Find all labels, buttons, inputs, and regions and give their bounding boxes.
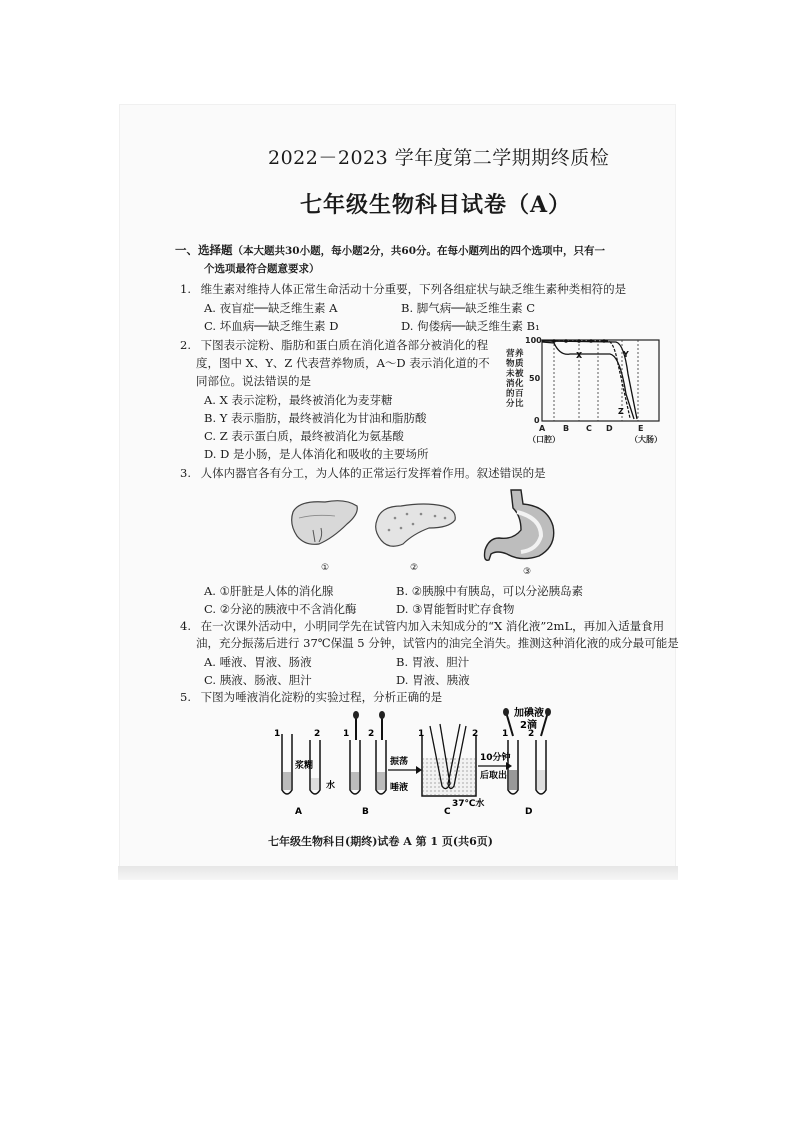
question-3-stem bbox=[180, 466, 546, 480]
page-footer: 七年级生物科目(期终)试卷 A 第 1 页(共6页) bbox=[268, 835, 493, 848]
q1-option-d: D. 佝偻病──缺乏维生素 B₁ bbox=[401, 319, 540, 333]
tube-number: 1 bbox=[502, 729, 509, 739]
label-shake: 振荡 bbox=[390, 757, 409, 767]
exam-subject-title: 七年级生物科目试卷（A） bbox=[300, 192, 572, 218]
x-tick-d: D bbox=[606, 424, 613, 433]
curve-label-x: X bbox=[576, 351, 583, 360]
question-text: 下图为唾液消化淀粉的实验过程，分析正确的是 bbox=[200, 690, 443, 704]
x-tick-a: A bbox=[539, 424, 546, 433]
x-sub-mouth: （口腔） bbox=[528, 435, 560, 444]
question-4-stem-1 bbox=[180, 619, 664, 633]
question-2-stem-3: 同部位。说法错误的是 bbox=[196, 374, 311, 388]
y-label-char: 化 bbox=[515, 379, 524, 389]
q1-option-a: A. 夜盲症──缺乏维生素 A bbox=[204, 301, 338, 315]
q4-option-b: B. 胃液、胆汁 bbox=[396, 655, 470, 669]
x-tick-e: E bbox=[638, 424, 644, 433]
y-label-char: 比 bbox=[515, 399, 524, 409]
exam-year-title: 2022－2023 学年度第二学期期终质检 bbox=[268, 147, 610, 169]
arrow-shake bbox=[388, 755, 422, 793]
organ-label-3: ③ bbox=[523, 567, 532, 576]
question-number: 4. bbox=[180, 619, 191, 633]
y-label-char: 的 bbox=[506, 389, 515, 399]
section-heading-line1 bbox=[175, 243, 605, 258]
y-label-char: 营 bbox=[506, 349, 515, 359]
label-temp: 37℃水 bbox=[452, 799, 485, 809]
question-2-stem-2: 度，图中 X、Y、Z 代表营养物质，A～D 表示消化道的不 bbox=[196, 356, 490, 370]
label-iodine-drops: 2滴 bbox=[520, 720, 537, 731]
question-4-stem-2: 油，充分振荡后进行 37℃保温 5 分钟，试管内的油完全消失。推测这种消化液的成分最可能是 bbox=[196, 636, 679, 650]
label-iodine: 加碘液 bbox=[514, 708, 544, 719]
stage-c bbox=[418, 724, 484, 817]
q3-option-b: B. ②胰腺中有胰岛，可以分泌胰岛素 bbox=[396, 584, 584, 598]
question-number: 3. bbox=[180, 466, 191, 480]
q2-option-b: B. Y 表示脂肪，最终被消化为甘油和脂肪酸 bbox=[204, 411, 427, 425]
y-label-char: 质 bbox=[515, 359, 524, 369]
q2-option-d: D. D 是小肠，是人体消化和吸收的主要场所 bbox=[204, 447, 429, 461]
organ-label-1: ① bbox=[321, 563, 330, 573]
q1-option-c: C. 坏血病──缺乏维生素 D bbox=[204, 319, 339, 333]
question-5-stem bbox=[180, 690, 442, 704]
q2-option-a: A. X 表示淀粉，最终被消化为麦芽糖 bbox=[204, 393, 393, 407]
q3-option-c: C. ②分泌的胰液中不含消化酶 bbox=[204, 602, 357, 616]
liver-figure bbox=[292, 501, 358, 545]
label-time: 10分钟 bbox=[480, 753, 511, 763]
sheet-shadow bbox=[118, 866, 678, 880]
y-label-char: 消 bbox=[506, 379, 515, 389]
tube-number: 1 bbox=[343, 729, 350, 739]
section-instructions-2: 个选项最符合题意要求） bbox=[204, 263, 320, 275]
y-tick-100: 100 bbox=[525, 336, 542, 345]
y-tick-50: 50 bbox=[529, 374, 541, 383]
graph-y-label bbox=[505, 348, 524, 409]
curve-label-y: Y bbox=[623, 350, 629, 359]
step-label-d: D bbox=[525, 807, 533, 817]
y-label-char: 物 bbox=[506, 359, 515, 369]
stage-a bbox=[274, 729, 335, 817]
question-number: 5. bbox=[180, 690, 191, 704]
tube-number: 1 bbox=[274, 729, 281, 739]
pancreas-figure bbox=[376, 504, 456, 546]
label-water: 水 bbox=[326, 781, 336, 791]
tube-number: 2 bbox=[528, 729, 535, 739]
y-label-char: 被 bbox=[515, 369, 524, 379]
question-text: 维生素对维持人体正常生命活动十分重要，下列各组症状与缺乏维生素种类相符的是 bbox=[200, 282, 627, 296]
organ-label-2: ② bbox=[410, 563, 419, 573]
section-heading: 一、选择题 bbox=[175, 243, 233, 257]
tube-number: 1 bbox=[418, 729, 425, 739]
question-2-stem-1 bbox=[180, 338, 488, 352]
organ-figures bbox=[285, 484, 585, 576]
y-label-char: 分 bbox=[506, 399, 515, 409]
arrow-takeout bbox=[478, 751, 512, 781]
stage-b bbox=[343, 711, 386, 817]
y-label-char: 未 bbox=[506, 369, 515, 379]
curve-label-z: Z bbox=[618, 407, 624, 416]
label-starch: 浆糊 bbox=[295, 761, 314, 771]
question-number: 1. bbox=[180, 282, 191, 296]
step-label-c: C bbox=[444, 807, 451, 817]
step-label-a: A bbox=[295, 807, 302, 817]
question-text: 人体内器官各有分工，为人体的正常运行发挥着作用。叙述错误的是 bbox=[200, 466, 546, 480]
tube-number: 2 bbox=[314, 729, 321, 739]
graph-frame bbox=[542, 340, 659, 421]
y-tick-0: 0 bbox=[534, 416, 540, 425]
x-tick-c: C bbox=[586, 424, 592, 433]
saliva-experiment-figure bbox=[270, 706, 570, 822]
q3-option-d: D. ③胃能暂时贮存食物 bbox=[396, 602, 515, 616]
y-label-char: 养 bbox=[515, 349, 524, 359]
x-sub-large-intestine: （大肠） bbox=[630, 435, 662, 444]
curve-z bbox=[542, 341, 630, 418]
question-text: 在一次课外活动中，小明同学先在试管内加入未知成分的“X 消化液”2mL，再加入适量食用 bbox=[200, 619, 665, 633]
section-instructions-1: （本大题共30小题，每小题2分，共60分。在每小题列出的四个选项中，只有一 bbox=[232, 245, 606, 257]
q3-option-a: A. ①肝脏是人体的消化腺 bbox=[204, 584, 334, 598]
question-1-stem bbox=[180, 282, 626, 296]
q4-option-d: D. 胃液、胰液 bbox=[396, 673, 470, 687]
question-text: 下图表示淀粉、脂肪和蛋白质在消化道各部分被消化的程 bbox=[200, 338, 489, 352]
tube-number: 2 bbox=[368, 729, 375, 739]
step-label-b: B bbox=[362, 807, 369, 817]
y-label-char: 百 bbox=[515, 389, 524, 399]
label-saliva: 唾液 bbox=[390, 783, 409, 793]
question-number: 2. bbox=[180, 338, 191, 352]
label-takeout: 后取出 bbox=[480, 771, 508, 781]
q4-option-c: C. 胰液、肠液、胆汁 bbox=[204, 673, 312, 687]
stomach-figure bbox=[485, 490, 554, 560]
digestion-graph bbox=[498, 334, 668, 450]
q4-option-a: A. 唾液、胃液、肠液 bbox=[204, 655, 312, 669]
q2-option-c: C. Z 表示蛋白质，最终被消化为氨基酸 bbox=[204, 429, 404, 443]
x-tick-b: B bbox=[563, 424, 570, 433]
q1-option-b: B. 脚气病──缺乏维生素 C bbox=[401, 301, 536, 315]
tube-number: 2 bbox=[472, 729, 479, 739]
